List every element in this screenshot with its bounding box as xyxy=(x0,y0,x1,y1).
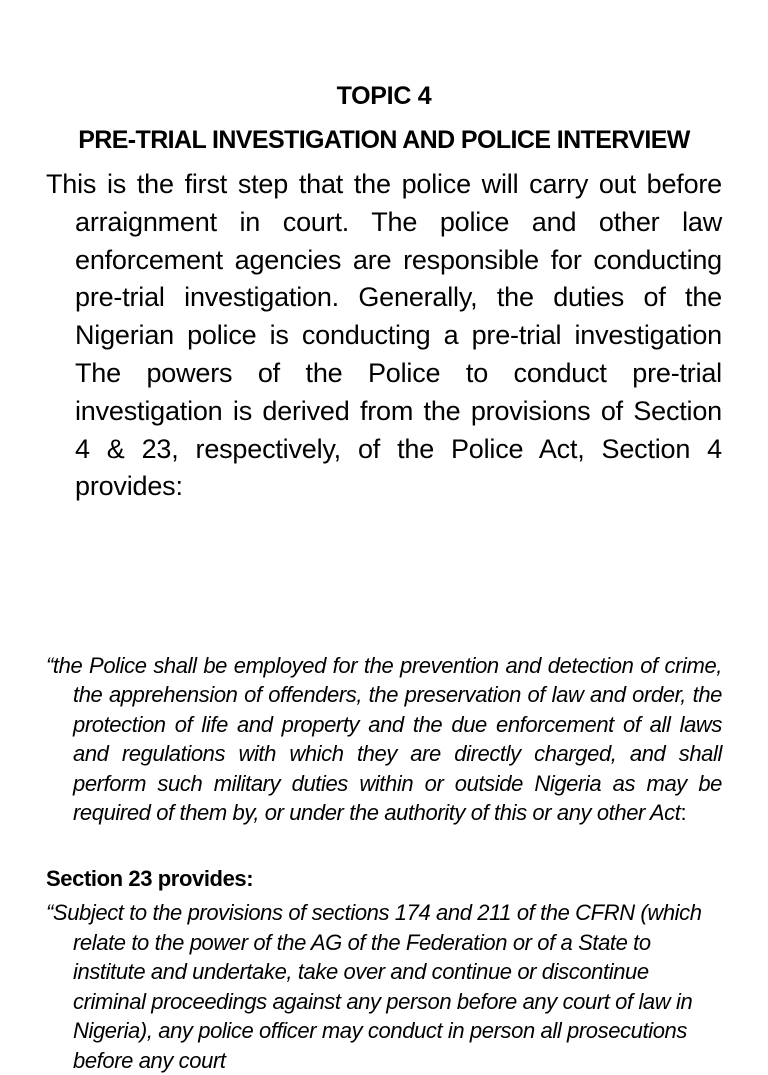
intro-paragraph: This is the first step that the police will carry out before arraignment in court. The police and other law enforcement agencies are responsible for conducting pre-trial investigation. Generally, the duties of the Nigerian police is conducting a pre-trial investigation The powers of the Police to conduct pre-trial investigation is derived from the provisions of Section 4 & 23, respectively, of the Police Act, Section 4 provides: xyxy=(46,169,722,502)
section-4-quote xyxy=(46,651,722,827)
topic-title: TOPIC 4 xyxy=(336,82,432,110)
section-4-quote-text: “the Police shall be employed for the prevention and detection of crime, the apprehension of offenders, the preservation of law and order, the protection of life and property and the due enforcement of all laws and regulations with which they are directly charged, and shall perform such military duties within or outside Nigeria as may be required of them by, or under the authority of this or any other Act xyxy=(46,653,722,826)
section-4-quote-colon: : xyxy=(680,800,687,826)
page-heading: PRE-TRIAL INVESTIGATION AND POLICE INTERVIEW xyxy=(78,126,690,154)
section-23-heading: Section 23 provides: xyxy=(46,866,254,891)
section-23-quote: “Subject to the provisions of sections 174 and 211 of the CFRN (which relate to the power of the AG of the Federation or of a State to institute and undertake, take over and continue or discontinue criminal proceedings against any person before any court of law in Nigeria), any police officer may conduct in person all prosecutions before any court xyxy=(46,900,702,1073)
